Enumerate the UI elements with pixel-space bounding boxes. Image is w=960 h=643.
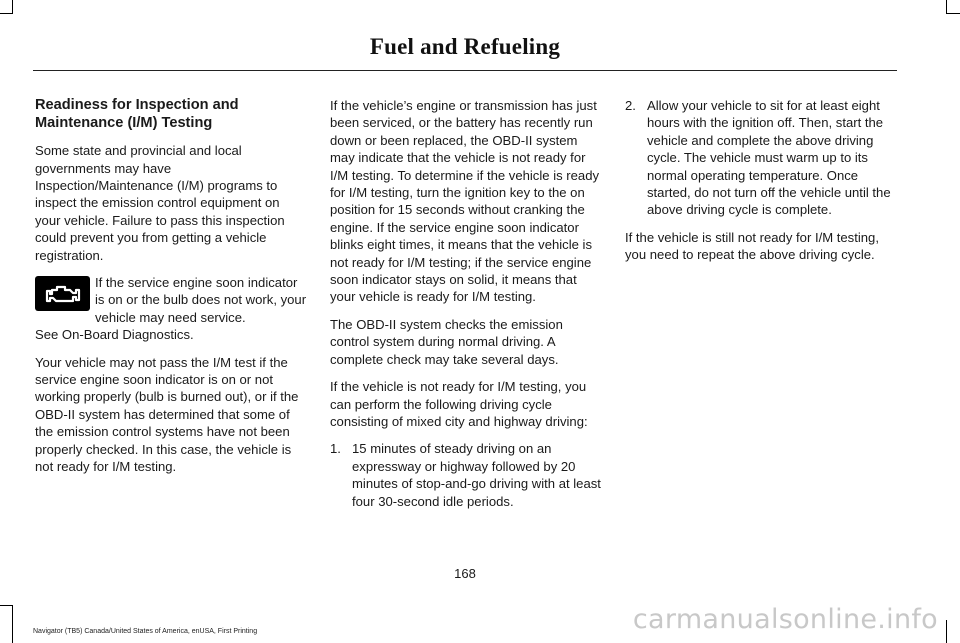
engine-glyph bbox=[44, 283, 82, 305]
obd-paragraph: The OBD-II system checks the emission control system during normal driving. A complete check may take several days. bbox=[330, 316, 563, 367]
section-heading: Readiness for Inspection and Maintenance (I/M) Testing bbox=[35, 97, 239, 131]
watermark: carmanualsonline.info bbox=[632, 604, 938, 635]
step-number: 1. bbox=[330, 441, 341, 457]
check-engine-icon bbox=[35, 276, 90, 311]
header-rule bbox=[33, 70, 897, 71]
page-number: 168 bbox=[454, 566, 476, 581]
crop-mark-top-left-h bbox=[0, 13, 13, 14]
step-text: 15 minutes of steady driving on an expressway or highway followed by 20 minutes of stop-and-go driving with at least four 30-second idle periods. bbox=[352, 441, 601, 509]
list-item bbox=[330, 440, 602, 510]
crop-mark-bottom-left bbox=[12, 605, 13, 643]
list-item bbox=[625, 97, 897, 219]
step-number: 2. bbox=[625, 98, 636, 113]
see-reference: See On-Board Diagnostics. bbox=[35, 327, 194, 343]
driving-cycle-steps bbox=[330, 440, 602, 510]
driving-cycle-paragraph: If the vehicle is not ready for I/M testing, you can perform the following driving cycle consisting of mixed city and highway driving: bbox=[330, 379, 588, 429]
footer-text: Navigator (TB5) Canada/United States of America, enUSA, First Printing bbox=[33, 628, 258, 635]
driving-cycle-steps-continued bbox=[625, 97, 897, 219]
page-title: Fuel and Refueling bbox=[369, 34, 561, 59]
left-column bbox=[35, 97, 307, 486]
crop-mark-top-left bbox=[12, 0, 13, 14]
middle-column bbox=[330, 97, 602, 520]
crop-mark-bottom-left-h bbox=[0, 605, 13, 606]
step-text: Allow your vehicle to sit for at least eight hours with the ignition off. Then, start the vehicle and complete the above driving cycle. The vehicle must warm up to its normal operating temperature. Once started, do not turn off the vehicle until the above driving cycle is complete. bbox=[647, 98, 891, 218]
repeat-paragraph: If the vehicle is still not ready for I/M testing, you need to repeat the above driving cycle. bbox=[625, 229, 879, 263]
indicator-note bbox=[35, 274, 307, 326]
im-test-paragraph: Your vehicle may not pass the I/M test if the service engine soon indicator is on or not working properly (bulb is burned out), or if the OBD-II system has determined that some of the emission control systems have not been properly checked. In this case, the vehicle is not ready for I/M testing. bbox=[35, 354, 299, 475]
crop-mark-bottom-right bbox=[946, 620, 947, 643]
right-column bbox=[625, 97, 897, 274]
indicator-note-text: If the service engine soon indicator is on or the bulb does not work, your vehicle may need service. bbox=[95, 275, 307, 325]
intro-paragraph: Some state and provincial and local governments may have Inspection/Maintenance (I/M) programs to inspect the emission control equipment on your vehicle. Failure to pass this inspection could prevent you from getting a vehicle registration. bbox=[35, 143, 285, 263]
readiness-paragraph: If the vehicle’s engine or transmission has just been serviced, or the battery has recently run down or been replaced, the OBD-II system may indicate that the vehicle is not ready for I/M testing. To determine if the vehicle is ready for I/M testing, turn the ignition key to the on position for 15 seconds without cranking the engine. If the service engine soon indicator blinks eight times, it means that the vehicle is not ready for I/M testing; if the service engine soon indicator stays on solid, it means that your vehicle is ready for I/M testing. bbox=[330, 98, 600, 305]
crop-mark-top-right-h bbox=[946, 13, 960, 14]
crop-mark-top-right bbox=[946, 0, 947, 14]
